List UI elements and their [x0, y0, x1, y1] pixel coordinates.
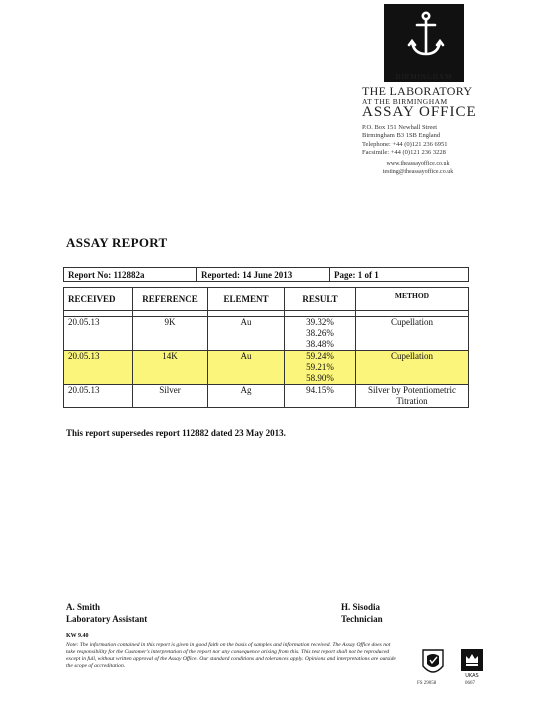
table-header-row [64, 288, 469, 311]
address-line: Birmingham B3 1SB England [362, 132, 441, 139]
logo-city: BIRMINGHAM [395, 73, 453, 81]
lab-name-line1: THE LABORATORY [362, 84, 473, 98]
cell-received: 20.05.13 [64, 385, 133, 408]
col-result: RESULT [285, 288, 356, 311]
page-number: Page: 1 of 1 [330, 268, 469, 282]
website-link[interactable]: www.theassayoffice.co.uk [386, 161, 450, 167]
cell-result [285, 385, 356, 408]
result-value: 38.26% [306, 328, 334, 338]
col-received: RECEIVED [64, 288, 133, 311]
disclaimer-note: Note: The information contained in this report is given in good faith on the basis of samples and information received. The Assay Office does not take responsibility for the Customer's interpretation of the report nor any consequence arising from this. This test report shall not be reproduced except in full, without written approval of the Assay Office. Our standard conditions and tolerances apply. Opinions and interpretations are outside the scope of accreditation. [66, 642, 396, 669]
phone-line: Telephone: +44 (0)121 236 6951 [362, 141, 448, 148]
results-table [63, 287, 469, 408]
result-value: 59.24% [306, 351, 334, 361]
lab-name-line3: ASSAY OFFICE [362, 104, 477, 120]
cell-reference: Silver [133, 385, 208, 408]
signatory-name: H. Sisodia [341, 602, 381, 612]
report-info-table [63, 267, 469, 282]
cell-result [285, 317, 356, 351]
report-date: Reported: 14 June 2013 [197, 268, 330, 282]
bsi-certification-mark [420, 648, 446, 683]
result-value: 39.32% [306, 317, 334, 327]
signatory-left [66, 601, 147, 625]
anchor-icon [384, 4, 464, 82]
lab-name-line2: AT THE BIRMINGHAM [362, 97, 448, 106]
signatory-right [341, 601, 383, 625]
form-code: KW 9.40 [66, 633, 89, 639]
cell-element: Au [208, 317, 285, 351]
cell-result [285, 351, 356, 385]
fax-line: Facsimile: +44 (0)121 236 3228 [362, 149, 446, 156]
result-value: 94.15% [306, 385, 334, 395]
col-element: ELEMENT [208, 288, 285, 311]
signatory-role: Technician [341, 614, 383, 624]
cell-element: Au [208, 351, 285, 385]
supersedes-notice: This report supersedes report 112882 dated 23 May 2013. [66, 428, 286, 438]
col-reference: REFERENCE [133, 288, 208, 311]
assay-office-logo [384, 4, 464, 82]
cell-method: Cupellation [356, 317, 469, 351]
ukas-certification-mark [460, 648, 484, 683]
bsi-cert-number: FS 29058 [417, 681, 437, 686]
cell-received: 20.05.13 [64, 317, 133, 351]
svg-text:UKAS: UKAS [465, 673, 479, 678]
cell-reference: 14K [133, 351, 208, 385]
result-value: 59.21% [306, 362, 334, 372]
bsi-kitemark-icon [420, 648, 446, 678]
cell-element: Ag [208, 385, 285, 408]
report-title: ASSAY REPORT [66, 235, 168, 250]
email-link[interactable]: testing@theassayoffice.co.uk [382, 169, 454, 175]
signatory-role: Laboratory Assistant [66, 614, 148, 624]
cell-received: 20.05.13 [64, 351, 133, 385]
ukas-crown-icon [460, 648, 484, 678]
col-method: METHOD [356, 288, 469, 311]
table-row [64, 317, 469, 351]
report-number: Report No: 112882a [64, 268, 197, 282]
address-line: P.O. Box 151 Newhall Street [362, 124, 438, 131]
result-value: 38.48% [306, 339, 334, 349]
table-row [64, 385, 469, 408]
result-value: 58.90% [306, 373, 334, 383]
cell-reference: 9K [133, 317, 208, 351]
cell-method: Cupellation [356, 351, 469, 385]
table-row-highlighted [64, 351, 469, 385]
signatory-name: A. Smith [66, 602, 101, 612]
cell-method: Silver by Potentiometric Titration [356, 385, 469, 408]
ukas-cert-number: 0667 [465, 681, 475, 686]
